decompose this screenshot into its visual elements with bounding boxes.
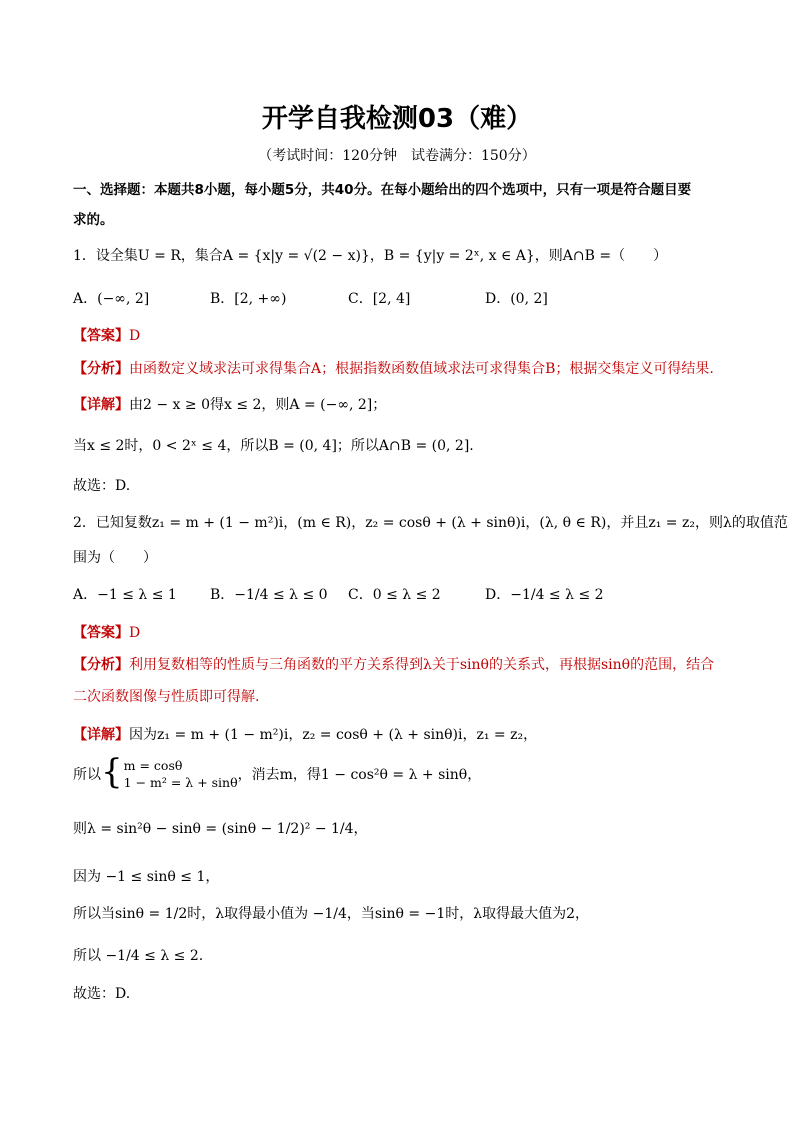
- q1-option-a: A．(−∞, 2]: [73, 291, 150, 307]
- equation-1: m = cosθ: [123, 758, 183, 773]
- q2-option-c: C．0 ≤ λ ≤ 2: [348, 587, 441, 603]
- q2-analysis-line2: 二次函数图像与性质即可得解.: [73, 689, 260, 705]
- left-brace: {: [101, 752, 123, 792]
- detail-label: 【详解】: [73, 397, 129, 413]
- q2-detail-line6: 所以 −1/4 ≤ λ ≤ 2.: [73, 948, 204, 964]
- q2-stem-line1: 2．已知复数z₁ = m + (1 − m²)i，(m ∈ R)，z₂ = cosθ + (λ + sinθ)i，(λ, θ ∈ R)，并且z₁ = z₂，则λ的取值范: [73, 515, 788, 531]
- q1-detail-line1: 由2 − x ≥ 0得x ≤ 2，则A = (−∞, 2]；: [129, 397, 387, 413]
- q2-detail-line2: [73, 754, 481, 794]
- q2-detail2-suffix: ，消去m，得1 − cos²θ = λ + sinθ，: [237, 767, 482, 783]
- q1-option-d: D．(0, 2]: [485, 291, 548, 307]
- q2-analysis-line1: 利用复数相等的性质与三角函数的平方关系得到λ关于sinθ的关系式，再根据sinθ的范围，结合: [129, 657, 715, 673]
- q2-detail-line1: 因为z₁ = m + (1 − m²)i，z₂ = cosθ + (λ + sinθ)i，z₁ = z₂，: [129, 727, 538, 743]
- q2-option-a: A．−1 ≤ λ ≤ 1: [73, 587, 177, 603]
- q1-answer: [73, 325, 140, 345]
- exam-info: （考试时间：120分钟 试卷满分：150分）: [258, 148, 536, 164]
- q2-detail2-prefix: 所以: [73, 767, 101, 783]
- q1-analysis-text: 由函数定义域求法可求得集合A；根据指数函数值域求法可求得集合B；根据交集定义可得结果.: [129, 361, 714, 377]
- q1-option-c: C．[2, 4]: [348, 291, 411, 307]
- q2-detail-line4: 因为 −1 ≤ sinθ ≤ 1，: [73, 869, 220, 885]
- answer-label: 【答案】: [73, 625, 129, 641]
- q2-option-d: D．−1/4 ≤ λ ≤ 2: [485, 587, 604, 603]
- q1-choose: 故选：D.: [73, 478, 131, 494]
- equation-system: [124, 757, 238, 791]
- q1-detail: [73, 394, 386, 414]
- section-heading-line2: 求的。: [73, 212, 114, 228]
- equation-2: 1 − m² = λ + sinθ: [123, 775, 238, 790]
- q1-detail-line2: 当x ≤ 2时，0 < 2ˣ ≤ 4，所以B = (0, 4]；所以A∩B = (0, 2].: [73, 438, 474, 454]
- q1-stem: 1．设全集U = R，集合A = {x|y = √(2 − x)}，B = {y|y = 2ˣ, x ∈ A}，则A∩B =（ ）: [73, 248, 668, 264]
- page-title: 开学自我检测03（难）: [261, 104, 533, 134]
- q2-answer-value: D: [129, 625, 141, 641]
- answer-label: 【答案】: [73, 328, 129, 344]
- q1-option-b: B．[2, +∞): [210, 291, 287, 307]
- q2-choose: 故选：D.: [73, 986, 131, 1002]
- q1-answer-value: D: [129, 328, 141, 344]
- q2-analysis: [73, 654, 714, 674]
- q2-detail-line3: 则λ = sin²θ − sinθ = (sinθ − 1/2)² − 1/4，: [73, 821, 368, 837]
- q2-detail-line5: 所以当sinθ = 1/2时，λ取得最小值为 −1/4，当sinθ = −1时，λ取得最大值为2，: [73, 906, 590, 922]
- q1-analysis: [73, 358, 714, 378]
- q2-answer: [73, 622, 140, 642]
- analysis-label: 【分析】: [73, 657, 129, 673]
- q2-stem-line2: 围为（ ）: [73, 550, 157, 566]
- detail-label: 【详解】: [73, 727, 129, 743]
- analysis-label: 【分析】: [73, 361, 129, 377]
- q2-option-b: B．−1/4 ≤ λ ≤ 0: [210, 587, 328, 603]
- section-heading-line1: 一、选择题：本题共8小题，每小题5分，共40分。在每小题给出的四个选项中，只有一项是符合题目要: [73, 182, 692, 198]
- q2-detail: [73, 724, 537, 744]
